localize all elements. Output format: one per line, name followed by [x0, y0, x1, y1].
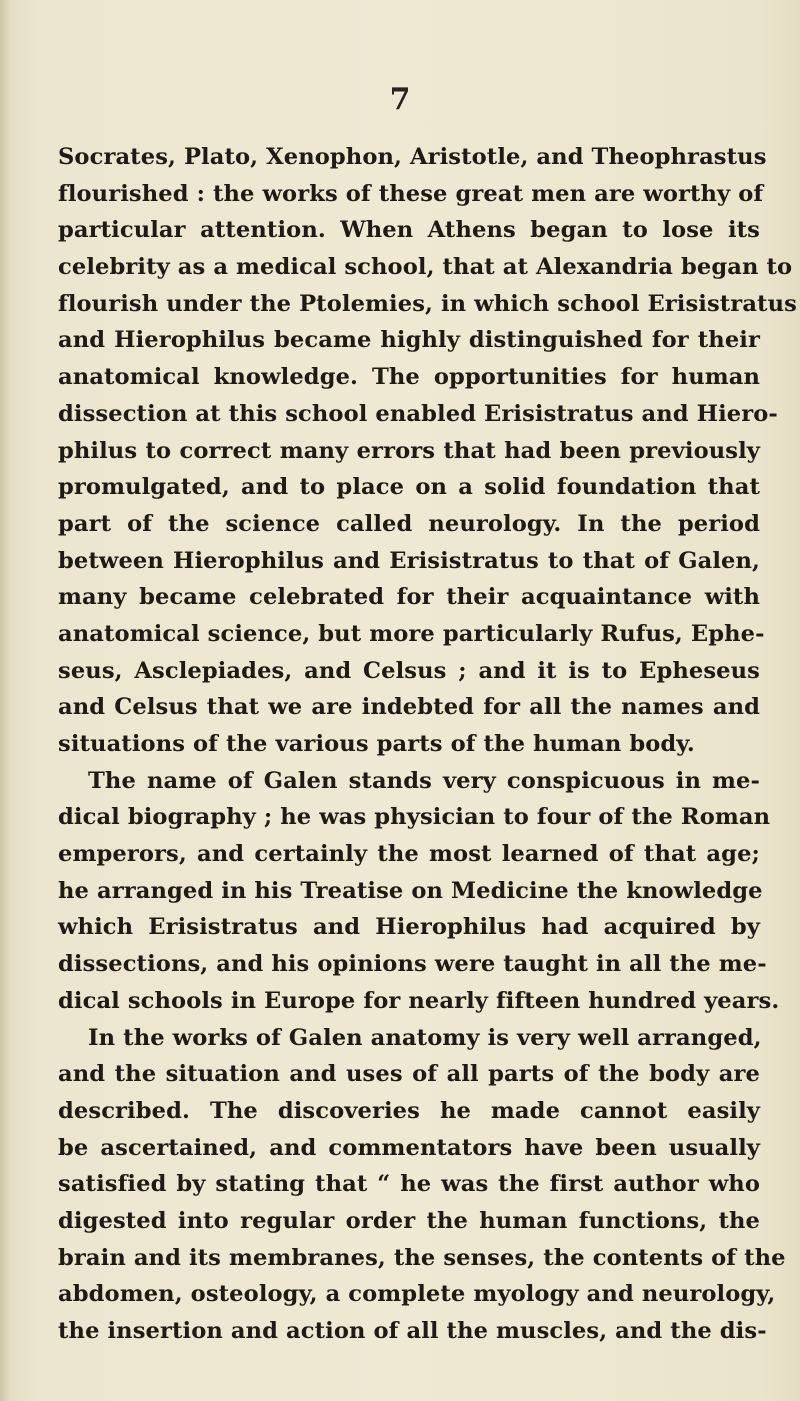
text-line: anatomical science, but more particularly Rufus, Ephe- — [58, 620, 765, 647]
text-line: In the works of Galen anatomy is very well arranged, — [88, 1024, 762, 1051]
text-line: particular attention. When Athens began to lose its — [58, 217, 760, 244]
text-line: The name of Galen stands very conspicuous in me- — [88, 767, 760, 794]
text-line: be ascertained, and commentators have been usually — [58, 1134, 760, 1161]
text-line: dissections, and his opinions were taught in all the me- — [58, 951, 767, 978]
text-line: flourish under the Ptolemies, in which school Erisistratus — [58, 290, 797, 317]
text-line: dissection at this school enabled Erisistratus and Hiero- — [58, 400, 778, 427]
body-text — [58, 139, 797, 1350]
text-line: part of the science called neurology. In the period — [58, 510, 760, 537]
text-line: brain and its membranes, the senses, the contents of the — [58, 1244, 786, 1271]
page-number: 7 — [389, 82, 411, 117]
text-line: flourished : the works of these great men are worthy of — [58, 180, 764, 207]
text-line: which Erisistratus and Hierophilus had acquired by — [58, 914, 760, 941]
text-line: between Hierophilus and Erisistratus to that of Galen, — [58, 547, 760, 574]
text-line: emperors, and certainly the most learned of that age; — [58, 841, 760, 868]
text-line: celebrity as a medical school, that at Alexandria began to — [58, 254, 793, 281]
text-line: philus to correct many errors that had been previously — [58, 437, 760, 464]
text-line: seus, Asclepiades, and Celsus ; and it is to Epheseus — [58, 657, 760, 684]
text-line: anatomical knowledge. The opportunities for human — [58, 364, 760, 391]
text-line: and the situation and uses of all parts of the body are — [58, 1061, 760, 1088]
text-line: the insertion and action of all the muscles, and the dis- — [58, 1318, 767, 1344]
text-line: many became celebrated for their acquaintance with — [58, 584, 760, 611]
text-line: dical biography ; he was physician to four of the Roman — [58, 804, 771, 831]
text-line: described. The discoveries he made cannot easily — [58, 1097, 760, 1124]
text-line: dical schools in Europe for nearly fifteen hundred years. — [58, 987, 780, 1014]
text-line: promulgated, and to place on a solid foundation that — [58, 474, 760, 501]
text-line: he arranged in his Treatise on Medicine the knowledge — [58, 877, 763, 904]
text-line: and Celsus that we are indebted for all the names and — [58, 694, 760, 721]
text-line: and Hierophilus became highly distinguished for their — [58, 327, 760, 354]
text-line: Socrates, Plato, Xenophon, Aristotle, and Theophrastus — [58, 144, 767, 170]
text-line: abdomen, osteology, a complete myology and neurology, — [58, 1281, 776, 1308]
page-binding-edge — [0, 0, 10, 1401]
text-line: satisfied by stating that “ he was the first author who — [58, 1171, 760, 1198]
text-line: digested into regular order the human functions, the — [58, 1207, 760, 1234]
text-line: situations of the various parts of the human body. — [58, 731, 695, 757]
